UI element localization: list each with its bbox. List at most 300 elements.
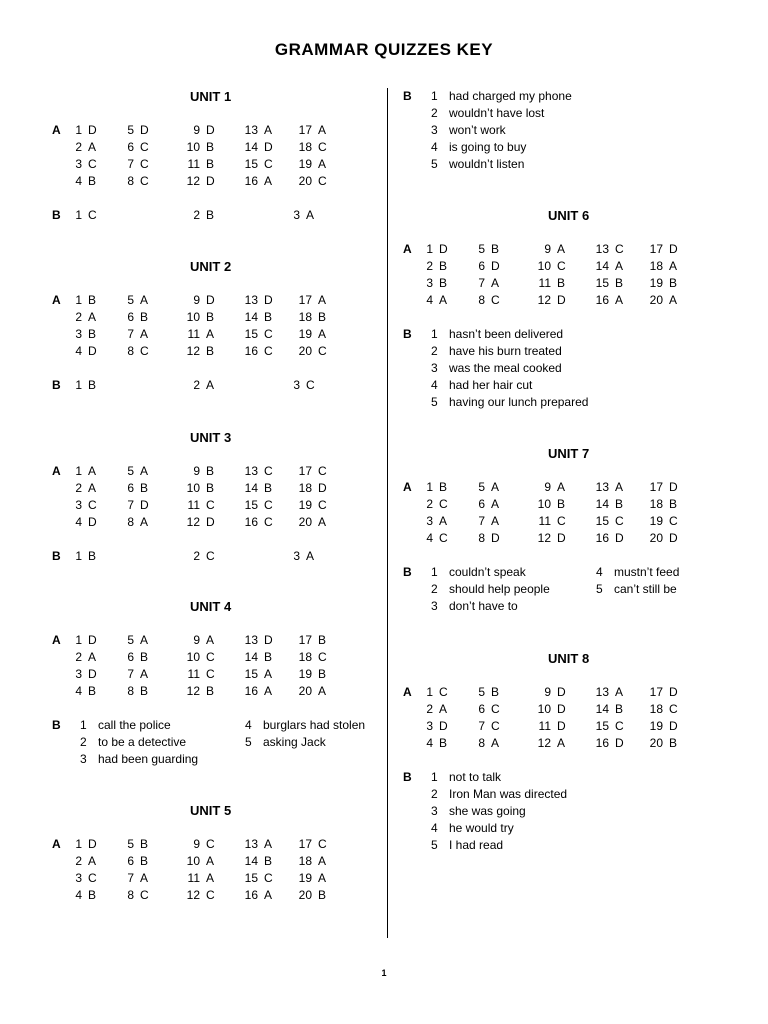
answer-item <box>535 497 565 511</box>
answer-letter: A <box>439 702 448 716</box>
answer-letter: B <box>206 464 215 478</box>
question-number: 16 <box>595 736 609 750</box>
answer-letter: C <box>88 208 97 222</box>
question-number: 2 <box>426 497 433 511</box>
answer-item <box>66 854 96 868</box>
question-number: 6 <box>127 854 134 868</box>
answer-letter: A <box>88 650 97 664</box>
answer-letter: C <box>318 140 327 154</box>
question-number: 15 <box>244 327 258 341</box>
answer-letter: A <box>491 276 500 290</box>
answer-letter: A <box>88 481 97 495</box>
answer-item <box>242 464 273 478</box>
answer-item <box>469 514 499 528</box>
question-number: 9 <box>193 293 200 307</box>
answer-item <box>242 344 273 358</box>
answer-item <box>184 667 215 681</box>
question-number: 10 <box>186 650 200 664</box>
question-number: 15 <box>244 498 258 512</box>
question-number: 13 <box>595 242 609 256</box>
question-number: 5 <box>127 123 134 137</box>
answer-letter: A <box>557 480 566 494</box>
answer-letter: A <box>557 736 566 750</box>
answer-item <box>647 702 678 716</box>
question-number: 12 <box>186 174 200 188</box>
question-number: 11 <box>538 514 551 528</box>
question-number: 18 <box>298 310 312 324</box>
question-number: 17 <box>298 633 312 647</box>
list-number: 2 <box>431 787 438 801</box>
list-text: have his burn treated <box>449 344 562 358</box>
question-number: 19 <box>298 667 312 681</box>
answer-item <box>296 650 327 664</box>
answer-item <box>242 310 272 324</box>
answer-letter: D <box>615 736 624 750</box>
question-number: 1 <box>426 242 433 256</box>
answer-item <box>242 650 272 664</box>
answer-letter: A <box>669 293 678 307</box>
answer-item <box>535 276 565 290</box>
question-number: 1 <box>75 293 82 307</box>
question-number: 14 <box>244 650 258 664</box>
question-number: 1 <box>75 208 82 222</box>
question-number: 5 <box>127 633 134 647</box>
question-number: 5 <box>127 293 134 307</box>
answer-item <box>66 650 96 664</box>
question-number: 10 <box>186 481 200 495</box>
question-number: 7 <box>127 327 134 341</box>
answer-item <box>184 327 214 341</box>
answer-item <box>296 327 326 341</box>
answer-item <box>469 531 500 545</box>
question-number: 8 <box>127 888 134 902</box>
answer-letter: A <box>318 854 327 868</box>
answer-letter: B <box>88 549 97 563</box>
answer-item <box>647 276 677 290</box>
answer-letter: D <box>206 174 215 188</box>
answer-letter: A <box>491 736 500 750</box>
list-text: should help people <box>449 582 550 596</box>
answer-letter: A <box>615 480 624 494</box>
question-number: 3 <box>426 719 433 733</box>
answer-item <box>242 667 272 681</box>
answer-letter: C <box>140 140 149 154</box>
answer-item <box>118 515 148 529</box>
question-number: 2 <box>426 259 433 273</box>
answer-letter: C <box>306 378 315 392</box>
question-number: 12 <box>186 888 200 902</box>
answer-item <box>184 174 215 188</box>
answer-letter: C <box>206 650 215 664</box>
section-label-a: A <box>52 293 61 307</box>
question-number: 20 <box>649 293 663 307</box>
answer-letter: D <box>557 685 566 699</box>
unit-title: UNIT 5 <box>190 803 232 818</box>
answer-letter: D <box>669 531 678 545</box>
answer-item <box>535 480 565 494</box>
list-number: 1 <box>431 89 438 103</box>
answer-item <box>469 719 500 733</box>
question-number: 12 <box>537 736 551 750</box>
answer-letter: C <box>206 498 215 512</box>
question-number: 1 <box>75 837 82 851</box>
answer-item <box>535 242 565 256</box>
answer-item <box>184 344 214 358</box>
unit-title: UNIT 8 <box>548 651 590 666</box>
answer-letter: B <box>491 242 500 256</box>
answer-letter: B <box>206 344 215 358</box>
answer-item <box>593 480 623 494</box>
question-number: 9 <box>544 242 551 256</box>
answer-item <box>118 310 148 324</box>
answer-letter: C <box>557 514 566 528</box>
answer-letter: C <box>88 498 97 512</box>
answer-item <box>593 242 624 256</box>
question-number: 2 <box>193 378 200 392</box>
question-number: 9 <box>544 685 551 699</box>
list-number: 4 <box>431 140 438 154</box>
answer-item <box>118 327 148 341</box>
answer-item <box>296 140 327 154</box>
answer-letter: A <box>264 837 273 851</box>
section-label-a: A <box>403 685 412 699</box>
answer-letter: D <box>88 667 97 681</box>
answer-letter: C <box>264 464 273 478</box>
question-number: 16 <box>244 344 258 358</box>
question-number: 15 <box>595 276 609 290</box>
question-number: 4 <box>426 531 433 545</box>
list-text: asking Jack <box>263 735 326 749</box>
question-number: 10 <box>537 702 551 716</box>
answer-letter: C <box>491 702 500 716</box>
answer-letter: D <box>318 481 327 495</box>
answer-item <box>535 685 566 699</box>
answer-letter: C <box>264 871 273 885</box>
answer-item <box>66 174 96 188</box>
answer-item <box>66 515 97 529</box>
answer-letter: A <box>557 242 566 256</box>
answer-letter: B <box>88 684 97 698</box>
list-number: 4 <box>431 378 438 392</box>
question-number: 7 <box>127 667 134 681</box>
section-label-b: B <box>52 378 61 392</box>
question-number: 4 <box>75 515 82 529</box>
list-number: 5 <box>596 582 603 596</box>
question-number: 17 <box>298 837 312 851</box>
answer-item <box>417 259 447 273</box>
question-number: 3 <box>75 157 82 171</box>
question-number: 4 <box>75 344 82 358</box>
answer-item <box>242 684 272 698</box>
question-number: 18 <box>298 650 312 664</box>
answer-item <box>535 259 566 273</box>
answer-item <box>535 531 566 545</box>
answer-item <box>242 633 273 647</box>
answer-letter: D <box>88 123 97 137</box>
question-number: 20 <box>298 684 312 698</box>
question-number: 19 <box>649 514 663 528</box>
unit-title: UNIT 2 <box>190 259 232 274</box>
answer-item <box>66 293 96 307</box>
answer-letter: A <box>140 327 149 341</box>
answer-letter: D <box>491 531 500 545</box>
question-number: 7 <box>478 719 485 733</box>
answer-item <box>647 736 677 750</box>
answer-letter: B <box>318 310 327 324</box>
section-label-a: A <box>403 242 412 256</box>
answer-item <box>184 549 215 563</box>
question-number: 3 <box>75 327 82 341</box>
question-number: 20 <box>298 515 312 529</box>
question-number: 18 <box>298 854 312 868</box>
question-number: 3 <box>426 514 433 528</box>
answer-item <box>66 888 96 902</box>
answer-letter: B <box>264 650 273 664</box>
question-number: 8 <box>478 293 485 307</box>
question-number: 17 <box>649 685 663 699</box>
question-number: 14 <box>244 854 258 868</box>
question-number: 4 <box>75 684 82 698</box>
answer-letter: C <box>491 719 500 733</box>
answer-item <box>242 327 273 341</box>
answer-item <box>118 344 149 358</box>
question-number: 3 <box>293 549 300 563</box>
answer-item <box>296 123 326 137</box>
answer-letter: B <box>491 685 500 699</box>
question-number: 3 <box>293 378 300 392</box>
answer-letter: A <box>306 549 315 563</box>
answer-letter: B <box>318 888 327 902</box>
question-number: 10 <box>186 140 200 154</box>
question-number: 1 <box>75 549 82 563</box>
answer-item <box>593 293 623 307</box>
answer-letter: B <box>140 650 149 664</box>
question-number: 4 <box>75 888 82 902</box>
answer-letter: A <box>318 157 327 171</box>
list-text: mustn’t feed <box>614 565 680 579</box>
question-number: 14 <box>244 481 258 495</box>
answer-letter: B <box>439 736 448 750</box>
question-number: 8 <box>127 174 134 188</box>
list-number: 1 <box>431 565 438 579</box>
question-number: 17 <box>298 464 312 478</box>
answer-item <box>296 344 327 358</box>
question-number: 3 <box>75 871 82 885</box>
answer-item <box>469 293 500 307</box>
list-number: 5 <box>245 735 252 749</box>
question-number: 1 <box>426 685 433 699</box>
answer-item <box>417 685 448 699</box>
answer-item <box>296 633 326 647</box>
answer-letter: D <box>206 515 215 529</box>
list-number: 3 <box>431 599 438 613</box>
question-number: 18 <box>649 497 663 511</box>
question-number: 8 <box>127 684 134 698</box>
answer-letter: B <box>88 293 97 307</box>
section-label-a: A <box>403 480 412 494</box>
answer-letter: D <box>557 719 566 733</box>
answer-item <box>242 498 273 512</box>
answer-item <box>296 498 327 512</box>
answer-item <box>184 854 214 868</box>
answer-item <box>284 208 314 222</box>
answer-item <box>66 684 96 698</box>
answer-item <box>66 837 97 851</box>
answer-item <box>296 293 326 307</box>
question-number: 13 <box>595 480 609 494</box>
question-number: 12 <box>537 531 551 545</box>
answer-letter: D <box>557 293 566 307</box>
answer-item <box>469 276 499 290</box>
answer-item <box>118 888 149 902</box>
answer-letter: C <box>318 498 327 512</box>
answer-letter: C <box>669 702 678 716</box>
answer-letter: A <box>318 871 327 885</box>
list-text: had been guarding <box>98 752 199 766</box>
answer-item <box>417 276 447 290</box>
question-number: 14 <box>244 140 258 154</box>
question-number: 13 <box>244 123 258 137</box>
answer-item <box>647 719 678 733</box>
answer-item <box>184 498 215 512</box>
answer-letter: B <box>140 854 149 868</box>
answer-letter: D <box>206 293 215 307</box>
answer-item <box>184 208 214 222</box>
question-number: 16 <box>595 293 609 307</box>
question-number: 17 <box>298 293 312 307</box>
answer-letter: D <box>615 531 624 545</box>
answer-item <box>66 378 96 392</box>
answer-letter: D <box>669 480 678 494</box>
question-number: 6 <box>127 310 134 324</box>
answer-letter: C <box>140 344 149 358</box>
answer-item <box>469 480 499 494</box>
answer-letter: B <box>206 208 215 222</box>
question-number: 9 <box>193 837 200 851</box>
answer-item <box>242 293 273 307</box>
question-number: 7 <box>127 871 134 885</box>
answer-item <box>66 344 97 358</box>
answer-letter: A <box>206 378 215 392</box>
answer-letter: C <box>439 685 448 699</box>
answer-item <box>417 531 448 545</box>
answer-letter: A <box>318 293 327 307</box>
question-number: 14 <box>595 702 609 716</box>
answer-letter: C <box>264 157 273 171</box>
answer-item <box>647 259 677 273</box>
answer-item <box>647 497 677 511</box>
answer-letter: D <box>491 259 500 273</box>
list-text: I had read <box>449 838 504 852</box>
answer-item <box>647 514 678 528</box>
answer-item <box>66 310 96 324</box>
answer-item <box>242 837 272 851</box>
answer-item <box>118 498 149 512</box>
answer-item <box>184 871 214 885</box>
list-number: 1 <box>431 770 438 784</box>
answer-letter: D <box>669 242 678 256</box>
answer-item <box>469 497 499 511</box>
question-number: 2 <box>75 650 82 664</box>
answer-item <box>66 667 97 681</box>
answer-item <box>284 549 314 563</box>
answer-letter: B <box>557 276 566 290</box>
question-number: 9 <box>544 480 551 494</box>
answer-item <box>593 719 624 733</box>
answer-letter: B <box>439 480 448 494</box>
list-number: 3 <box>431 804 438 818</box>
question-number: 11 <box>187 498 200 512</box>
answer-item <box>184 123 215 137</box>
question-number: 2 <box>426 702 433 716</box>
question-number: 15 <box>595 514 609 528</box>
question-number: 12 <box>186 684 200 698</box>
question-number: 12 <box>537 293 551 307</box>
answer-item <box>593 702 623 716</box>
answer-item <box>296 684 326 698</box>
answer-item <box>184 837 215 851</box>
answer-letter: A <box>206 633 215 647</box>
answer-item <box>242 888 272 902</box>
answer-letter: D <box>264 140 273 154</box>
answer-letter: B <box>206 684 215 698</box>
answer-item <box>118 123 149 137</box>
answer-item <box>184 515 215 529</box>
answer-item <box>184 650 215 664</box>
answer-letter: A <box>615 685 624 699</box>
question-number: 13 <box>244 633 258 647</box>
answer-letter: A <box>318 684 327 698</box>
question-number: 15 <box>244 157 258 171</box>
answer-item <box>184 378 214 392</box>
answer-item <box>296 667 326 681</box>
answer-letter: A <box>264 174 273 188</box>
question-number: 9 <box>193 123 200 137</box>
question-number: 11 <box>538 719 551 733</box>
question-number: 2 <box>75 140 82 154</box>
answer-letter: A <box>491 480 500 494</box>
list-number: 2 <box>80 735 87 749</box>
question-number: 16 <box>244 888 258 902</box>
question-number: 19 <box>298 327 312 341</box>
answer-letter: B <box>669 276 678 290</box>
answer-item <box>242 157 273 171</box>
question-number: 8 <box>478 736 485 750</box>
answer-item <box>647 531 678 545</box>
answer-letter: A <box>318 515 327 529</box>
question-number: 7 <box>127 157 134 171</box>
answer-item <box>184 293 215 307</box>
section-label-b: B <box>403 89 412 103</box>
answer-letter: D <box>88 633 97 647</box>
answer-item <box>66 481 96 495</box>
question-number: 17 <box>649 242 663 256</box>
answer-item <box>118 140 149 154</box>
list-number: 2 <box>431 344 438 358</box>
question-number: 7 <box>127 498 134 512</box>
answer-letter: C <box>669 514 678 528</box>
list-text: couldn’t speak <box>449 565 526 579</box>
answer-item <box>242 854 272 868</box>
answer-letter: C <box>318 344 327 358</box>
question-number: 6 <box>127 481 134 495</box>
question-number: 10 <box>186 854 200 868</box>
answer-letter: B <box>669 497 678 511</box>
question-number: 3 <box>75 667 82 681</box>
question-number: 16 <box>595 531 609 545</box>
answer-item <box>118 667 148 681</box>
answer-item <box>118 157 149 171</box>
